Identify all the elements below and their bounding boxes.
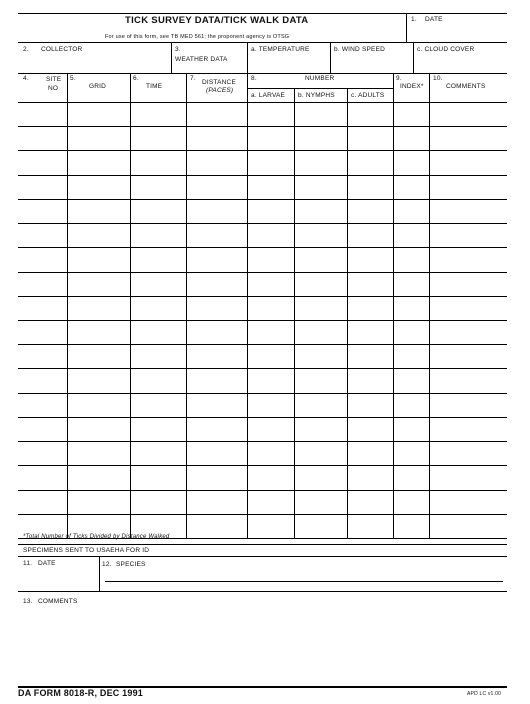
site-label: SITE	[46, 76, 62, 83]
collector-field[interactable]	[20, 54, 170, 72]
table-row[interactable]	[18, 223, 507, 247]
row2-divider-1	[171, 42, 172, 73]
table-row[interactable]	[18, 417, 507, 441]
cloud-cover-label: c. CLOUD COVER	[417, 46, 475, 53]
species-field[interactable]	[104, 569, 504, 589]
date-field[interactable]	[408, 23, 506, 41]
grid-label: GRID	[89, 83, 107, 90]
nymphs-label: b. NYMPHS	[298, 92, 335, 99]
table-row[interactable]	[18, 175, 507, 199]
form-title: TICK SURVEY DATA/TICK WALK DATA	[125, 15, 309, 26]
tick-survey-form	[18, 13, 507, 687]
wind-speed-label: b. WIND SPEED	[334, 46, 385, 53]
specimen-date-label: DATE	[38, 560, 56, 567]
comments-section-label: COMMENTS	[38, 598, 78, 605]
table-row[interactable]	[18, 465, 507, 489]
temperature-label: a. TEMPERATURE	[251, 46, 310, 53]
table-row[interactable]	[18, 490, 507, 514]
site-label-2: NO	[48, 85, 59, 92]
date-number: 1.	[411, 16, 417, 23]
specimen-divider	[99, 556, 100, 591]
table-row[interactable]	[18, 344, 507, 368]
table-row[interactable]	[18, 247, 507, 271]
specimens-bottom-line	[18, 591, 507, 592]
time-number: 6.	[133, 75, 139, 82]
table-row[interactable]	[18, 126, 507, 150]
specimen-date-number: 11.	[23, 560, 33, 567]
row2-divider-2	[247, 42, 248, 73]
comments-label: COMMENTS	[446, 83, 486, 90]
number-number: 8.	[251, 75, 257, 82]
header-bottom-line	[18, 42, 507, 43]
grid-number: 5.	[70, 75, 76, 82]
table-row[interactable]	[18, 272, 507, 296]
row2-divider-3	[330, 42, 331, 73]
temperature-field[interactable]	[249, 54, 329, 72]
comments-number: 10.	[433, 75, 443, 82]
cloud-cover-field[interactable]	[415, 54, 505, 72]
species-number: 12.	[102, 561, 112, 568]
table-row[interactable]	[18, 441, 507, 465]
number-subheader-line	[247, 88, 393, 89]
adults-label: c. ADULTS	[351, 92, 385, 99]
site-number: 4.	[23, 75, 29, 82]
species-label: SPECIES	[116, 561, 146, 568]
table-row[interactable]	[18, 150, 507, 174]
table-row[interactable]	[18, 368, 507, 392]
weather-label: WEATHER DATA	[175, 56, 228, 63]
comments-field[interactable]	[20, 607, 505, 683]
collector-label: COLLECTOR	[41, 46, 83, 53]
row2-divider-4	[413, 42, 414, 73]
date-label: DATE	[425, 16, 443, 23]
table-row[interactable]	[18, 296, 507, 320]
row2-bottom-line	[18, 73, 507, 74]
weather-number: 3.	[175, 46, 181, 53]
table-row[interactable]	[18, 320, 507, 344]
specimen-date-field[interactable]	[20, 569, 98, 589]
table-row[interactable]	[18, 102, 507, 126]
form-version: APD LC v1.00	[467, 691, 502, 697]
table-row[interactable]	[18, 393, 507, 417]
comments-section-number: 13.	[23, 598, 33, 605]
index-number: 9.	[396, 75, 402, 82]
time-label: TIME	[146, 83, 163, 90]
footnote-bottom-line	[18, 544, 507, 545]
specimens-label: SPECIMENS SENT TO USAEHA FOR ID	[23, 547, 150, 554]
form-subtitle: For use of this form, see TB MED 561; the proponent agency is OTSG	[105, 34, 290, 40]
larvae-label: a. LARVAE	[251, 92, 286, 99]
index-footnote: *Total Number of Ticks Divided by Distance Walked	[23, 534, 170, 540]
number-label: NUMBER	[305, 75, 335, 82]
distance-number: 7.	[190, 75, 196, 82]
specimens-line	[18, 556, 507, 557]
wind-speed-field[interactable]	[332, 54, 412, 72]
distance-unit: (PACES)	[206, 87, 234, 94]
distance-label: DISTANCE	[202, 79, 236, 86]
form-id: DA FORM 8018-R, DEC 1991	[18, 688, 144, 698]
table-row[interactable]	[18, 199, 507, 223]
index-label: INDEX*	[400, 83, 424, 90]
header-divider	[406, 13, 407, 42]
collector-number: 2.	[23, 46, 29, 53]
form-top-border	[18, 13, 507, 14]
